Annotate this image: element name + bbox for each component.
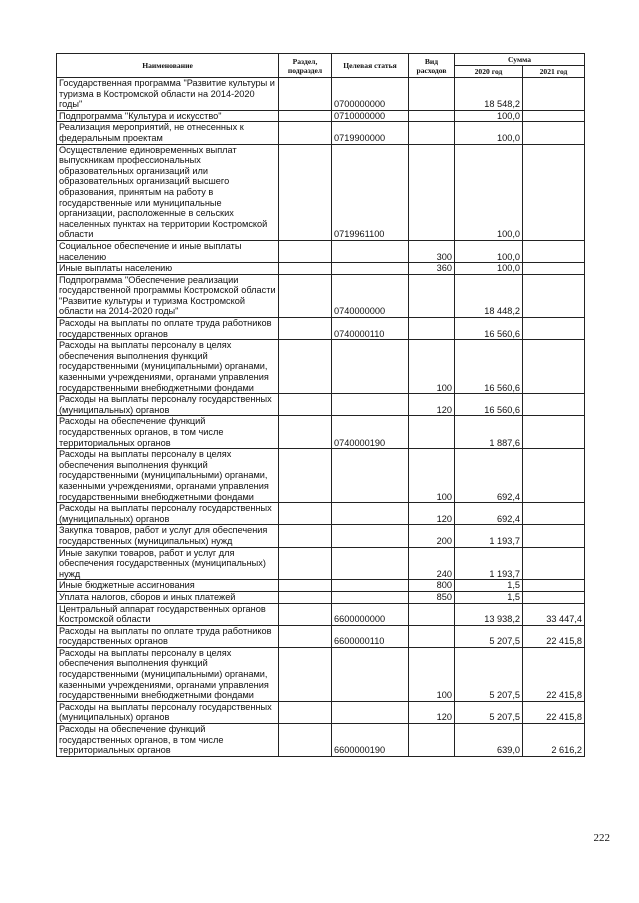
cell-target: [332, 547, 409, 580]
cell-sum-2020: 1 887,6: [455, 416, 523, 449]
table-row: [57, 318, 585, 340]
cell-section: [279, 724, 332, 757]
cell-name: Расходы на выплаты персоналу государственных (муниципальных) органов: [57, 394, 279, 416]
table-row: [57, 263, 585, 275]
cell-sum-2021: [523, 263, 585, 275]
cell-section: [279, 263, 332, 275]
table-row: [57, 591, 585, 603]
cell-sum-2021: 33 447,4: [523, 603, 585, 625]
cell-sum-2021: [523, 547, 585, 580]
cell-sum-2020: 18 548,2: [455, 78, 523, 111]
cell-target: 6600000110: [332, 625, 409, 647]
cell-name: Подпрограмма "Культура и искусство": [57, 110, 279, 122]
cell-section: [279, 525, 332, 547]
cell-name: Иные закупки товаров, работ и услуг для обеспечения государственных (муниципальных) нужд: [57, 547, 279, 580]
cell-sum-2021: [523, 340, 585, 394]
cell-target: [332, 701, 409, 723]
cell-sum-2020: 100,0: [455, 110, 523, 122]
cell-sum-2020: 5 207,5: [455, 625, 523, 647]
cell-sum-2021: [523, 591, 585, 603]
header-target: Целевая статья: [332, 54, 409, 78]
cell-sum-2020: 1,5: [455, 580, 523, 592]
cell-type: [409, 625, 455, 647]
table-row: [57, 394, 585, 416]
cell-sum-2020: 1 193,7: [455, 547, 523, 580]
header-sum: Сумма: [455, 54, 585, 66]
table-row: [57, 340, 585, 394]
table-row: [57, 240, 585, 262]
cell-type: 850: [409, 591, 455, 603]
cell-name: Подпрограмма "Обеспечение реализации государственной программы Костромской области "Развитие культуры и туризма Костромской области на 2014-2020 годы": [57, 274, 279, 317]
cell-type: 100: [409, 647, 455, 701]
cell-type: 120: [409, 503, 455, 525]
cell-type: 120: [409, 701, 455, 723]
cell-type: [409, 318, 455, 340]
cell-name: Расходы на выплаты персоналу государственных (муниципальных) органов: [57, 503, 279, 525]
header-name: Наименование: [57, 54, 279, 78]
cell-name: Расходы на обеспечение функций государственных органов, в том числе территориальных органов: [57, 724, 279, 757]
table-body: [57, 78, 585, 757]
table-row: [57, 525, 585, 547]
cell-sum-2021: [523, 449, 585, 503]
cell-target: 0740000000: [332, 274, 409, 317]
cell-section: [279, 503, 332, 525]
cell-type: [409, 274, 455, 317]
cell-section: [279, 240, 332, 262]
cell-sum-2020: 16 560,6: [455, 340, 523, 394]
cell-target: 6600000190: [332, 724, 409, 757]
cell-target: [332, 525, 409, 547]
cell-sum-2020: 100,0: [455, 144, 523, 240]
cell-name: Расходы на выплаты по оплате труда работников государственных органов: [57, 318, 279, 340]
cell-sum-2021: [523, 394, 585, 416]
cell-section: [279, 647, 332, 701]
cell-target: [332, 449, 409, 503]
cell-type: 200: [409, 525, 455, 547]
table-row: [57, 547, 585, 580]
cell-sum-2021: 2 616,2: [523, 724, 585, 757]
table-row: [57, 144, 585, 240]
cell-sum-2020: 1 193,7: [455, 525, 523, 547]
cell-target: 6600000000: [332, 603, 409, 625]
cell-type: [409, 144, 455, 240]
table-row: [57, 503, 585, 525]
page-number: 222: [593, 832, 610, 844]
header-section: Раздел, подраздел: [279, 54, 332, 78]
cell-sum-2020: 13 938,2: [455, 603, 523, 625]
header-year-2020: 2020 год: [455, 66, 523, 78]
cell-sum-2020: 100,0: [455, 122, 523, 144]
cell-sum-2021: 22 415,8: [523, 701, 585, 723]
cell-section: [279, 274, 332, 317]
cell-section: [279, 318, 332, 340]
cell-type: [409, 110, 455, 122]
cell-sum-2020: 16 560,6: [455, 318, 523, 340]
cell-sum-2021: [523, 525, 585, 547]
cell-target: [332, 647, 409, 701]
cell-sum-2020: 639,0: [455, 724, 523, 757]
cell-name: Иные выплаты населению: [57, 263, 279, 275]
cell-name: Расходы на выплаты по оплате труда работников государственных органов: [57, 625, 279, 647]
cell-sum-2021: [523, 580, 585, 592]
cell-section: [279, 394, 332, 416]
cell-target: [332, 580, 409, 592]
cell-sum-2020: 692,4: [455, 503, 523, 525]
cell-name: Реализация мероприятий, не отнесенных к федеральным проектам: [57, 122, 279, 144]
cell-name: Иные бюджетные ассигнования: [57, 580, 279, 592]
table-row: [57, 603, 585, 625]
table-row: [57, 580, 585, 592]
cell-name: Центральный аппарат государственных органов Костромской области: [57, 603, 279, 625]
cell-type: 800: [409, 580, 455, 592]
cell-name: Расходы на выплаты персоналу в целях обеспечения выполнения функций государственными (муниципальными) органами, казенными учреждениями, органами управления государственными внебюджетными фондами: [57, 647, 279, 701]
table-row: [57, 416, 585, 449]
cell-section: [279, 580, 332, 592]
cell-sum-2020: 1,5: [455, 591, 523, 603]
cell-type: 120: [409, 394, 455, 416]
cell-target: 0719961100: [332, 144, 409, 240]
cell-target: 0700000000: [332, 78, 409, 111]
cell-type: 100: [409, 449, 455, 503]
cell-sum-2021: 22 415,8: [523, 625, 585, 647]
cell-sum-2020: 16 560,6: [455, 394, 523, 416]
table-row: [57, 647, 585, 701]
cell-section: [279, 449, 332, 503]
cell-type: [409, 416, 455, 449]
table-row: [57, 449, 585, 503]
cell-sum-2021: [523, 318, 585, 340]
cell-target: [332, 394, 409, 416]
cell-sum-2021: [523, 240, 585, 262]
cell-target: [332, 591, 409, 603]
cell-sum-2021: [523, 416, 585, 449]
cell-target: 0740000110: [332, 318, 409, 340]
cell-target: 0719900000: [332, 122, 409, 144]
table-header: [57, 54, 585, 78]
cell-type: [409, 603, 455, 625]
table-row: [57, 110, 585, 122]
cell-type: [409, 724, 455, 757]
cell-name: Расходы на выплаты персоналу государственных (муниципальных) органов: [57, 701, 279, 723]
cell-section: [279, 144, 332, 240]
cell-section: [279, 416, 332, 449]
cell-name: Расходы на выплаты персоналу в целях обеспечения выполнения функций государственными (муниципальными) органами, казенными учреждениями, органами управления государственными внебюджетными фондами: [57, 340, 279, 394]
cell-type: 240: [409, 547, 455, 580]
table-row: [57, 274, 585, 317]
cell-sum-2021: [523, 122, 585, 144]
budget-table: [56, 53, 585, 757]
table-row: [57, 122, 585, 144]
cell-sum-2020: 5 207,5: [455, 701, 523, 723]
cell-target: [332, 503, 409, 525]
cell-type: 300: [409, 240, 455, 262]
cell-sum-2021: [523, 78, 585, 111]
cell-section: [279, 78, 332, 111]
cell-type: 100: [409, 340, 455, 394]
cell-type: 360: [409, 263, 455, 275]
cell-name: Социальное обеспечение и иные выплаты населению: [57, 240, 279, 262]
cell-section: [279, 625, 332, 647]
cell-sum-2021: [523, 503, 585, 525]
cell-name: Осуществление единовременных выплат выпускникам профессиональных образовательных организаций или образовательных организаций высшего образования, принятым на работу в государственные или муниципальные организации, расположенные в сельских населенных пунктах на территории Костромской области: [57, 144, 279, 240]
cell-sum-2021: 22 415,8: [523, 647, 585, 701]
cell-name: Закупка товаров, работ и услуг для обеспечения государственных (муниципальных) нужд: [57, 525, 279, 547]
cell-target: 0710000000: [332, 110, 409, 122]
cell-type: [409, 78, 455, 111]
cell-name: Государственная программа "Развитие культуры и туризма в Костромской области на 2014-2020 годы": [57, 78, 279, 111]
cell-sum-2021: [523, 144, 585, 240]
header-year-2021: 2021 год: [523, 66, 585, 78]
cell-sum-2020: 18 448,2: [455, 274, 523, 317]
cell-section: [279, 547, 332, 580]
cell-sum-2020: 692,4: [455, 449, 523, 503]
cell-section: [279, 340, 332, 394]
table-row: [57, 78, 585, 111]
cell-name: Расходы на обеспечение функций государственных органов, в том числе территориальных органов: [57, 416, 279, 449]
header-type: Вид расходов: [409, 54, 455, 78]
cell-sum-2020: 100,0: [455, 240, 523, 262]
cell-section: [279, 110, 332, 122]
cell-target: [332, 240, 409, 262]
table-row: [57, 625, 585, 647]
cell-target: [332, 340, 409, 394]
cell-name: Расходы на выплаты персоналу в целях обеспечения выполнения функций государственными (муниципальными) органами, казенными учреждениями, органами управления государственными внебюджетными фондами: [57, 449, 279, 503]
table-row: [57, 701, 585, 723]
cell-sum-2021: [523, 274, 585, 317]
cell-section: [279, 701, 332, 723]
cell-type: [409, 122, 455, 144]
cell-target: 0740000190: [332, 416, 409, 449]
cell-sum-2020: 5 207,5: [455, 647, 523, 701]
cell-sum-2021: [523, 110, 585, 122]
table-row: [57, 724, 585, 757]
cell-name: Уплата налогов, сборов и иных платежей: [57, 591, 279, 603]
cell-sum-2020: 100,0: [455, 263, 523, 275]
cell-section: [279, 591, 332, 603]
cell-section: [279, 603, 332, 625]
cell-section: [279, 122, 332, 144]
cell-target: [332, 263, 409, 275]
